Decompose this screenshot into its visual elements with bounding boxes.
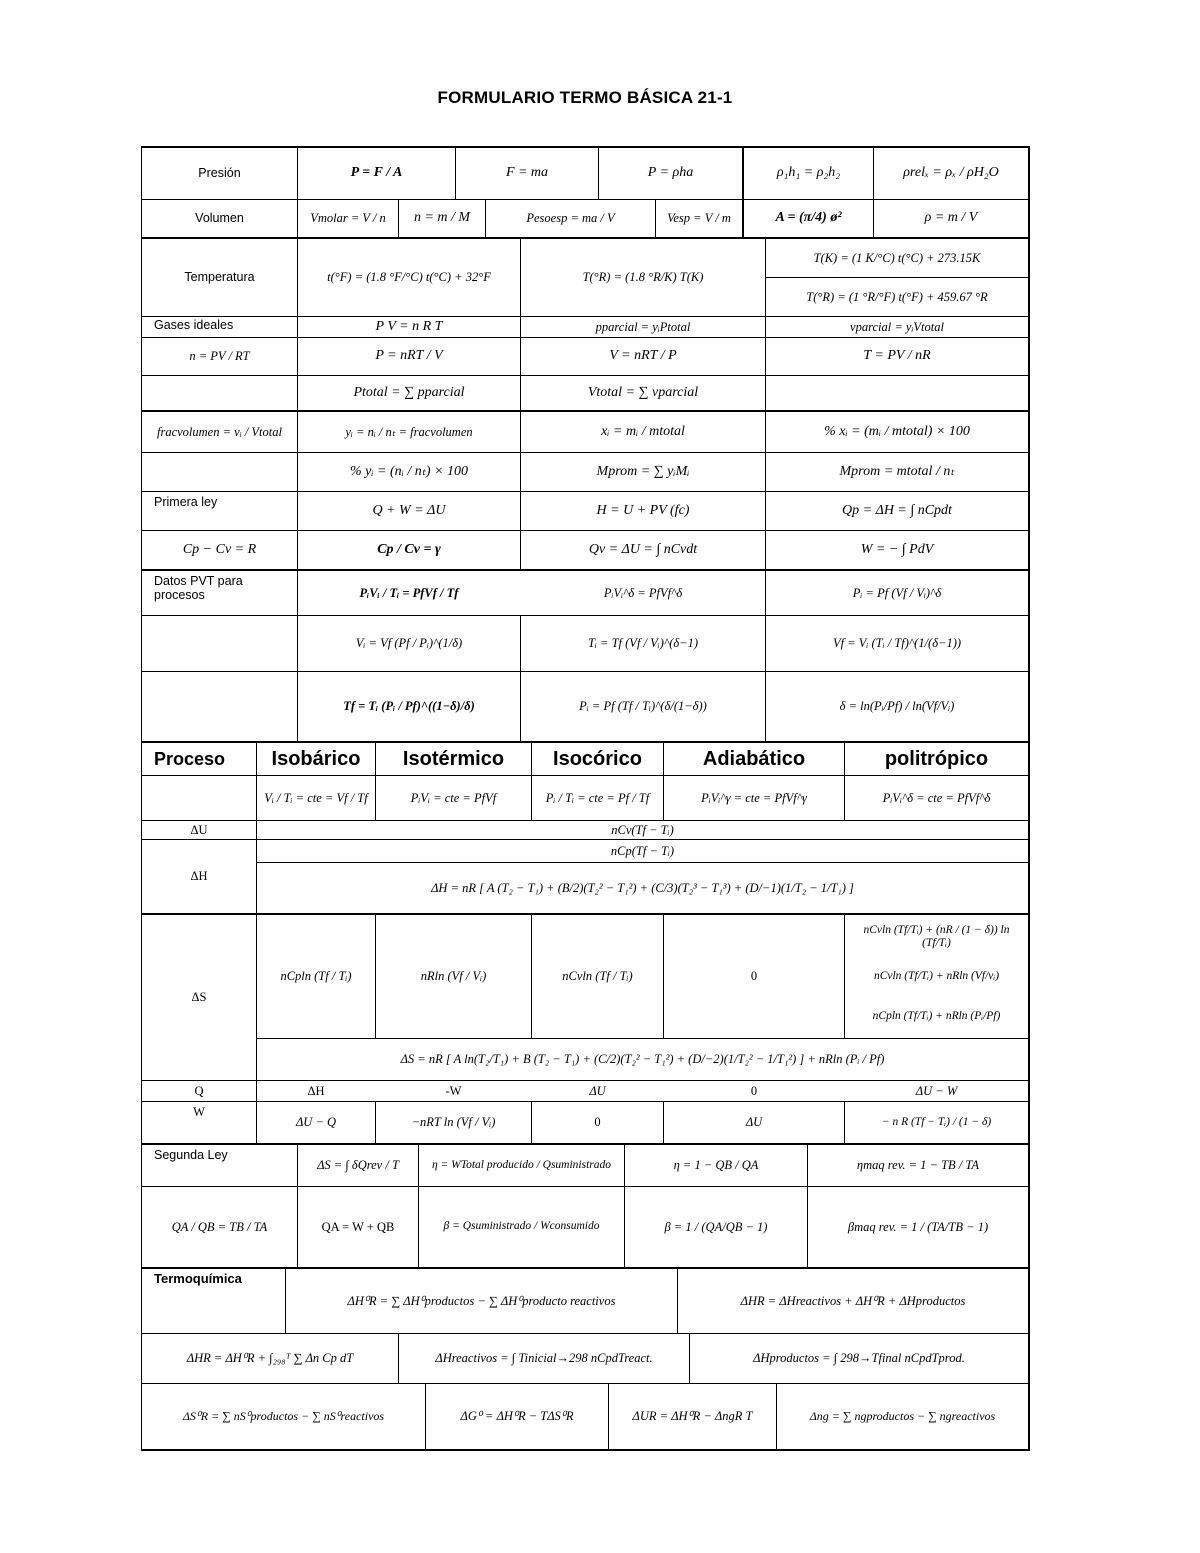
formula-n-gas: n = PV / RT <box>189 349 250 364</box>
row-label-volumen: Volumen <box>195 211 244 226</box>
formula-masa-molar-promedio-2: Mprom = mtotal / nₜ <box>839 463 955 479</box>
formula-masa-molar-promedio: Mprom = ∑ yᵢMᵢ <box>596 463 690 479</box>
formula-relacion-carnot: QA / QB = TB / TA <box>171 1219 268 1234</box>
formula-gibbs: ΔG⁰ = ΔH⁰R − TΔS⁰R <box>460 1409 574 1424</box>
relacion-adiabatico: PᵢVᵢ^γ = cte = PfVf^γ <box>701 790 807 805</box>
formula-pvt-presion-inicial: Pᵢ = Pf (Tf / Tᵢ)^(δ/(1−δ)) <box>579 699 707 714</box>
formula-pvt-general: PᵢVᵢ / Tᵢ = PfVf / Tf <box>359 585 459 600</box>
formula-delta-u: nCv(Tf − Tᵢ) <box>611 822 674 837</box>
header-isobarico: Isobárico <box>271 747 361 770</box>
formula-p-gas: P = nRT / V <box>375 348 443 364</box>
w-isotermico: −nRT ln (Vf / Vᵢ) <box>411 1115 496 1130</box>
page-title: FORMULARIO TERMO BÁSICA 21-1 <box>437 88 733 107</box>
formula-primera-ley: Q + W = ΔU <box>372 502 446 518</box>
formula-entalpia-productos: ΔHproductos = ∫ 298→Tfinal nCpdTprod. <box>753 1351 965 1366</box>
formula-fraccion-molar: yᵢ = nᵢ / nₜ = fracvolumen <box>345 424 473 439</box>
header-adiabatico: Adiabático <box>702 747 806 770</box>
formula-v-gas: V = nRT / P <box>609 348 677 364</box>
formula-entalpia-reaccion: ΔH⁰R = ∑ ΔH⁰productos − ∑ ΔH⁰producto reactivos <box>347 1293 616 1308</box>
relacion-isotermico: PᵢVᵢ = cte = PfVf <box>410 790 497 805</box>
formula-delta-h: nCp(Tf − Tᵢ) <box>610 843 675 858</box>
formula-delta-h-cp-variable: ΔH = nR [ A (T₂ − T₁) + (B/2)(T₂² − T₁²) + (C/3)(T₂³ − T₁³) + (D/−1)(1/T₂ − 1/T₁) ] <box>431 880 854 895</box>
row-label-presion: Presión <box>198 166 241 181</box>
w-politropico: − n R (Tf − Tᵢ) / (1 − δ) <box>881 1115 992 1128</box>
formula-gas-ideal: P V = n R T <box>375 318 443 334</box>
formula-cop: β = Qsuministrado / Wconsumido <box>443 1220 600 1233</box>
formula-entalpia-reaccion-temperatura: ΔHR = ΔHreactivos + ΔH⁰R + ΔHproductos <box>740 1293 966 1308</box>
formula-ds-isotermico: nRln (Vf / Vᵢ) <box>420 969 487 984</box>
row-label-delta-u: ΔU <box>190 822 208 837</box>
formula-ds-politropico-3: nCpln (Tf/Tᵢ) + nRln (Pᵢ/Pf) <box>872 1010 1001 1023</box>
formula-area: A = (π/4) ø² <box>775 210 842 226</box>
formula-ds-isocorico: nCvln (Tf / Tᵢ) <box>562 969 633 984</box>
formula-ds-isobarico: nCpln (Tf / Tᵢ) <box>280 969 352 984</box>
formula-entalpia: H = U + PV (fc) <box>596 502 690 518</box>
relacion-isobarico: Vᵢ / Tᵢ = cte = Vf / Tf <box>264 790 368 805</box>
formula-manometro: ρ₁h₁ = ρ₂h₂ <box>776 165 841 181</box>
formula-pvt-presion: Pᵢ = Pf (Vf / Vᵢ)^δ <box>852 585 942 600</box>
formula-eficiencia-carnot: ηmaq rev. = 1 − TB / TA <box>856 1158 980 1173</box>
formula-balance-energia: QA = W + QB <box>321 1219 395 1234</box>
row-label-delta-h: ΔH <box>190 869 208 884</box>
formula-presion-hidrostatica: P = ρha <box>647 165 694 181</box>
formula-cop-carnot: βmaq rev. = 1 / (TA/TB − 1) <box>847 1219 989 1234</box>
formula-pvt-temperatura-final: Tf = Tᵢ (Pᵢ / Pf)^((1−δ)/δ) <box>343 699 475 714</box>
formula-eficiencia: η = WTotal producido / Qsuministrado <box>431 1158 612 1171</box>
header-politropico: politrópico <box>884 747 989 770</box>
header-isotermico: Isotérmico <box>402 747 505 770</box>
formula-ds-adiabatico: 0 <box>750 969 758 984</box>
q-adiabatico: 0 <box>750 1083 758 1098</box>
formula-entropia: ΔS = ∫ δQrev / T <box>317 1158 399 1173</box>
relacion-politropico: PᵢVᵢ^δ = cte = PfVf^δ <box>882 790 991 805</box>
formula-energia-interna-reaccion: ΔUR = ΔH⁰R − ΔngR T <box>632 1409 753 1424</box>
formula-presion-parcial: pparcial = yᵢPtotal <box>595 319 691 334</box>
formula-delta-n-gas: Δng = ∑ ngproductos − ∑ ngreactivos <box>809 1408 996 1423</box>
formula-volumen-total: Vtotal = ∑ vparcial <box>587 384 699 400</box>
formula-trabajo: W = − ∫ PdV <box>860 541 934 557</box>
row-label-segunda-ley: Segunda Ley <box>154 1148 228 1162</box>
formula-kelvin: T(K) = (1 K/°C) t(°C) + 273.15K <box>813 250 981 265</box>
formula-densidad-relativa: ρrelₓ = ρₓ / ρH₂O <box>903 165 999 181</box>
row-label-temperatura: Temperatura <box>184 270 255 285</box>
formula-pvt-volumen: Vᵢ = Vf (Pf / Pᵢ)^(1/δ) <box>355 636 463 651</box>
formula-kirchhoff: ΔHR = ΔH⁰R + ∫₂₉₈ᵀ ∑ Δn Cp dT <box>186 1351 354 1366</box>
formula-t-gas: T = PV / nR <box>863 348 931 364</box>
formula-peso-especifico: Pesoesp = ma / V <box>526 211 615 226</box>
header-proceso: Proceso <box>154 748 226 769</box>
relacion-isocorico: Pᵢ / Tᵢ = cte = Pf / Tf <box>545 790 650 805</box>
formula-ds-cp-variable: ΔS = nR [ A ln(T₂/T₁) + B (T₂ − T₁) + (C/2)(T₂² − T₁²) + (D/−2)(1/T₂² − 1/T₁²) ] + nRln (Pᵢ / Pf) <box>400 1052 885 1067</box>
row-label-gases-ideales: Gases ideales <box>154 318 234 332</box>
w-adiabatico: ΔU <box>745 1115 763 1130</box>
formula-calor-volumen: Qv = ΔU = ∫ nCvdt <box>588 541 698 557</box>
formula-fuerza: F = ma <box>505 165 549 181</box>
q-politropico: ΔU − W <box>915 1083 958 1098</box>
row-label-q: Q <box>194 1083 204 1098</box>
table-line <box>141 1449 1029 1451</box>
formula-cop-calor: β = 1 / (QA/QB − 1) <box>664 1219 768 1234</box>
row-label-datos-pvt: Datos PVT para procesos <box>154 574 243 603</box>
formula-eficiencia-calor: η = 1 − QB / QA <box>673 1158 759 1173</box>
row-label-termoquimica: Termoquímica <box>154 1271 242 1286</box>
row-label-w: W <box>193 1104 205 1119</box>
w-isocorico: 0 <box>594 1115 601 1130</box>
formula-fraccion-masa: xᵢ = mᵢ / mtotal <box>601 423 685 439</box>
formula-entalpia-reactivos: ΔHreactivos = ∫ Tinicial→298 nCpdTreact. <box>435 1351 653 1366</box>
formula-pvt-volumen-final: Vf = Vᵢ (Tᵢ / Tf)^(1/(δ−1)) <box>832 636 962 651</box>
formula-pvt-temperatura: Tᵢ = Tf (Vf / Vᵢ)^(δ−1) <box>587 636 699 651</box>
q-isotermico: -W <box>445 1083 462 1098</box>
formula-fraccion-volumen: fracvolumen = vᵢ / Vtotal <box>157 424 282 439</box>
row-label-primera-ley: Primera ley <box>154 495 218 509</box>
formula-rankine: T(°R) = (1.8 °R/K) T(K) <box>582 270 704 285</box>
q-isocorico: ΔU <box>589 1083 606 1098</box>
formula-porcentaje-molar: % yᵢ = (nᵢ / nₜ) × 100 <box>349 463 469 479</box>
formula-presion-total: Ptotal = ∑ pparcial <box>353 384 465 400</box>
formula-volumen-parcial: vparcial = yᵢVtotal <box>850 319 944 334</box>
formula-mayer: Cp − Cv = R <box>182 541 257 557</box>
formula-fahrenheit: t(°F) = (1.8 °F/°C) t(°C) + 32°F <box>327 270 491 285</box>
formula-presion-fa: P = F / A <box>350 165 403 181</box>
formula-ds-politropico-1: nCvln (Tf/Tᵢ) + (nR / (1 − δ)) ln (Tf/Tᵢ) <box>863 923 1010 949</box>
formula-gamma: Cp / Cv = γ <box>377 541 441 557</box>
formula-densidad: ρ = m / V <box>924 210 978 226</box>
formula-delta: δ = ln(Pᵢ/Pf) / ln(Vf/Vᵢ) <box>839 699 955 714</box>
w-isobarico: ΔU − Q <box>295 1115 337 1130</box>
formula-pvt-politropico: PᵢVᵢ^δ = PfVf^δ <box>603 585 683 600</box>
formula-volumen-especifico: Vesp = V / m <box>667 211 731 226</box>
formula-ds-politropico-2: nCvln (Tf/Tᵢ) + nRln (Vf/vᵢ) <box>873 970 1000 983</box>
formula-calor-presion: Qp = ΔH = ∫ nCpdt <box>842 502 952 518</box>
formula-porcentaje-masa: % xᵢ = (mᵢ / mtotal) × 100 <box>824 423 970 439</box>
formula-moles: n = m / M <box>413 210 471 226</box>
table-line <box>1028 146 1030 1451</box>
formula-entropia-reaccion: ΔS⁰R = ∑ nS⁰productos − ∑ nS⁰reactivos <box>182 1408 385 1423</box>
formula-rankine-fahrenheit: T(°R) = (1 °R/°F) t(°F) + 459.67 °R <box>806 289 988 304</box>
q-isobarico: ΔH <box>307 1083 325 1098</box>
row-label-delta-s: ΔS <box>191 990 207 1005</box>
header-isocorico: Isocórico <box>553 747 642 770</box>
formula-volumen-molar: Vmolar = V / n <box>310 211 386 226</box>
